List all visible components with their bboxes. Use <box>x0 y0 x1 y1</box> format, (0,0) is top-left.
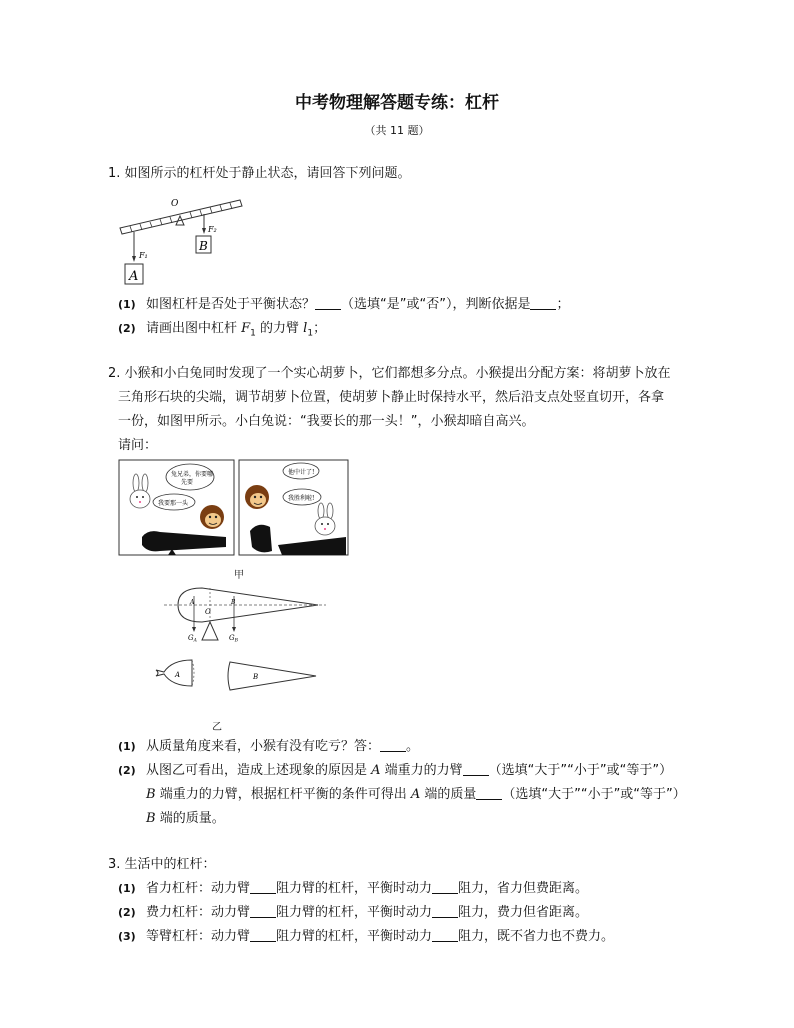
q3-sub3-number: (3) <box>118 930 136 943</box>
q2-stem: 2. 小猴和小白兔同时发现了一个实心胡萝卜，它们都想多分点。小猴提出分配方案：将胡萝卜放在 三角形石块的尖端，调节胡萝卜位置，使胡萝卜静止时保持水平，然后沿支点处竖直切开，各拿 一份，如图甲所示。小白兔说：“我要长的那一头！”，小猴却暗自高兴。 请问： <box>108 362 708 458</box>
stone-2 <box>202 622 218 640</box>
figure-caption-jia: 甲 <box>234 570 244 581</box>
cut-piece-a <box>156 660 192 686</box>
svg-text:GB: $G_B$ <box>229 634 238 644</box>
q3-answer-blank-1a <box>250 879 276 894</box>
q2-carrot-diagram <box>150 582 330 694</box>
q1-sub1-number: (1) <box>118 298 136 311</box>
monkey-icon <box>200 505 224 529</box>
q3-sub1-number: (1) <box>118 882 136 895</box>
q2-sub2: (2) 从图乙可看出，造成上述现象的原因是 A 端重力的力臂 （选填“大于”“小于”或“等于”） B 端重力的力臂，根据杠杆平衡的条件可得出 A 端的质量 （选填“大于”“小于”或“等于”） B 端的质量。 <box>118 759 718 831</box>
q2-answer-blank-1 <box>380 737 406 752</box>
q1-sub2-number: (2) <box>118 322 136 335</box>
svg-text:先要: 先要 <box>181 479 194 486</box>
q1-lever-figure <box>112 194 248 288</box>
q3-answer-blank-2a <box>250 903 276 918</box>
q2-comic-figure <box>118 459 350 557</box>
block-b-label: B <box>199 239 208 253</box>
q3-answer-blank-2b <box>432 903 458 918</box>
force1-label: F₁ <box>139 251 148 260</box>
svg-text:他中计了!: 他中计了! <box>288 469 315 476</box>
carrot-piece-a <box>250 525 272 553</box>
svg-text:我胜利啦!: 我胜利啦! <box>288 495 315 502</box>
force2-label: F₂ <box>208 225 217 234</box>
q2-answer-blank-2 <box>463 761 489 776</box>
q3-sub3: (3) 等臂杠杆：动力臂 阻力臂的杠杆，平衡时动力 阻力，既不省力也不费力。 <box>118 925 718 949</box>
q3-answer-blank-3a <box>250 927 276 942</box>
svg-text:兔兄弟，你要哪: 兔兄弟，你要哪 <box>171 471 214 478</box>
q3-sub2: (2) 费力杠杆：动力臂 阻力臂的杠杆，平衡时动力 阻力，费力但省距离。 <box>118 901 718 925</box>
q3-stem: 3. 生活中的杠杆： <box>108 857 216 872</box>
q3-sub2-number: (2) <box>118 906 136 919</box>
svg-text:我要那一头: 我要那一头 <box>158 500 189 507</box>
q1-sub2: (2) 请画出图中杠杆 $F_1$ 的力臂 $l_1$； <box>118 317 718 346</box>
svg-text:O: O <box>205 608 211 616</box>
q2-sub2-number: (2) <box>118 764 136 777</box>
q1-answer-blank-2 <box>530 295 556 310</box>
lever-beam <box>120 200 242 234</box>
q3-sub1: (1) 省力杠杆：动力臂 阻力臂的杠杆，平衡时动力 阻力，省力但费距离。 <box>118 877 718 901</box>
q2-sub1-number: (1) <box>118 740 136 753</box>
block-a-label: A <box>129 269 139 284</box>
q1-stem: 1. 如图所示的杠杆处于静止状态，请回答下列问题。 <box>108 166 411 181</box>
q2-answer-blank-3 <box>476 785 502 800</box>
svg-text:A: A <box>175 671 181 679</box>
q2-sub1: (1) 从质量角度来看，小猴有没有吃亏？答： 。 <box>118 735 718 759</box>
document-title: 中考物理解答题专练：杠杆 <box>295 93 499 113</box>
svg-text:B: B <box>231 599 236 606</box>
svg-text:B: B <box>253 673 259 681</box>
pivot-label: O <box>171 199 179 209</box>
q3-answer-blank-1b <box>432 879 458 894</box>
svg-text:GA: $G_A$ <box>188 634 197 644</box>
monkey-icon-2 <box>245 485 269 509</box>
cut-piece-b <box>228 662 316 690</box>
q2-ask: 请问： <box>118 438 158 453</box>
q1-answer-blank-1 <box>315 295 341 310</box>
q1-sub1: (1) 如图杠杆是否处于平衡状态？ （选填“是”或“否”），判断依据是 ； <box>118 293 718 317</box>
q3-answer-blank-3b <box>432 927 458 942</box>
figure-caption-yi: 乙 <box>212 722 222 733</box>
svg-text:A: A <box>190 599 195 606</box>
document-subtitle: （共 11 题） <box>364 124 430 137</box>
